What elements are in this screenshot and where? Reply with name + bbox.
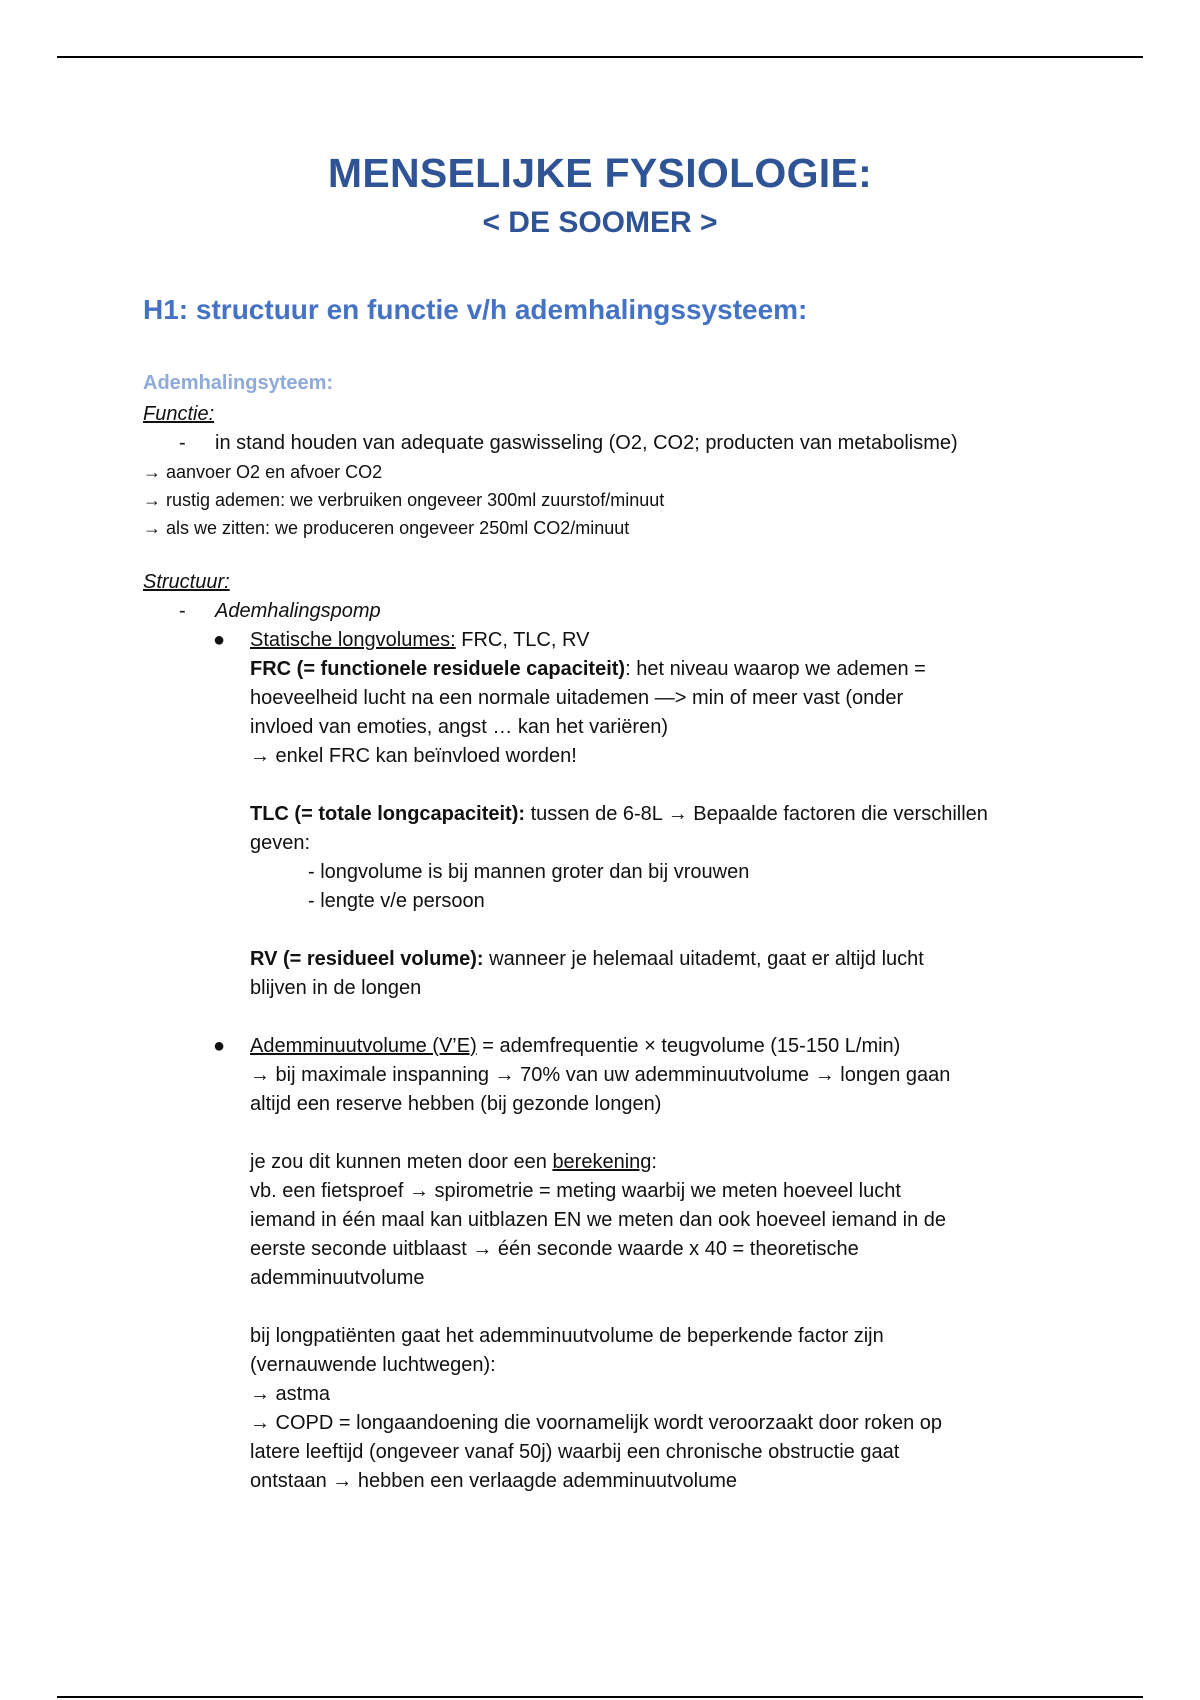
amv-bullet: ● Ademminuutvolume (V’E) = ademfrequentie × teugvolume (15-150 L/min) [143, 1032, 1083, 1061]
structuur-item: - Ademhalingspomp [143, 597, 1083, 626]
tlc-line-2: geven: [250, 832, 311, 854]
document-body [143, 400, 1083, 1496]
frc-line-4: → enkel FRC kan beïnvloed worden! [250, 745, 577, 767]
structuur-label: Structuur: [143, 571, 230, 593]
functie-arrow-2: → rustig ademen: we verbruiken ongeveer 300ml zuurstof/minuut [143, 490, 665, 510]
amv-line-1: → bij maximale inspanning → 70% van uw ademminuutvolume → longen gaan [250, 1064, 951, 1086]
functie-arrow-3: → als we zitten: we produceren ongeveer 250ml CO2/minuut [143, 518, 630, 538]
tlc-sub-1: - longvolume is bij mannen groter dan bij vrouwen [308, 861, 750, 883]
patient-line-3: → astma [250, 1383, 331, 1405]
frc-line-2: hoeveelheid lucht na een normale uitademen —> min of meer vast (onder [250, 687, 904, 709]
dash-marker: - [179, 432, 186, 454]
frc-definition: FRC (= functionele residuele capaciteit): het niveau waarop we ademen = [250, 658, 926, 680]
patient-line-4: → COPD = longaandoening die voornamelijk wordt veroorzaakt door roken op [250, 1412, 943, 1434]
patient-line-2: (vernauwende luchtwegen): [250, 1354, 496, 1376]
statisch-bullet: ● Statische longvolumes: FRC, TLC, RV [143, 626, 1083, 655]
chapter-heading: H1: structuur en functie v/h ademhalingssysteem: [143, 294, 808, 325]
calc-line-3: eerste seconde uitblaast → één seconde waarde x 40 = theoretische [250, 1238, 859, 1260]
functie-label: Functie: [143, 403, 215, 425]
calc-line-2: iemand in één maal kan uitblazen EN we meten dan ook hoeveel iemand in de [250, 1209, 946, 1231]
patient-line-5: latere leeftijd (ongeveer vanaf 50j) waarbij een chronische obstructie gaat [250, 1441, 900, 1463]
functie-item: - in stand houden van adequate gaswisseling (O2, CO2; producten van metabolisme) [143, 429, 1083, 458]
tlc-sub-2: - lengte v/e persoon [308, 890, 485, 912]
calc-line-4: ademminuutvolume [250, 1267, 425, 1289]
rv-definition: RV (= residueel volume): wanneer je helemaal uitademt, gaat er altijd lucht [250, 948, 924, 970]
document-subtitle: < DE SOOMER > [482, 206, 718, 239]
frc-line-3: invloed van emoties, angst … kan het variëren) [250, 716, 668, 738]
bullet-icon: ● [213, 1035, 226, 1057]
calc-intro: je zou dit kunnen meten door een berekening: [250, 1151, 657, 1173]
tlc-definition: TLC (= totale longcapaciteit): tussen de 6-8L → Bepaalde factoren die verschillen [250, 803, 988, 825]
footer-rule [57, 1696, 1143, 1698]
patient-line-1: bij longpatiënten gaat het ademminuutvolume de beperkende factor zijn [250, 1325, 884, 1347]
bullet-icon: ● [213, 629, 226, 651]
patient-line-6: ontstaan → hebben een verlaagde ademminuutvolume [250, 1470, 737, 1492]
calc-line-1: vb. een fietsproef → spirometrie = meting waarbij we meten hoeveel lucht [250, 1180, 901, 1202]
header-rule [57, 56, 1143, 58]
section-heading: Ademhalingsyteem: [143, 372, 334, 394]
rv-line-2: blijven in de longen [250, 977, 422, 999]
amv-line-2: altijd een reserve hebben (bij gezonde longen) [250, 1093, 662, 1115]
functie-arrow-1: → aanvoer O2 en afvoer CO2 [143, 462, 383, 482]
document-title: MENSELIJKE FYSIOLOGIE: [327, 150, 873, 196]
dash-marker: - [179, 600, 186, 622]
